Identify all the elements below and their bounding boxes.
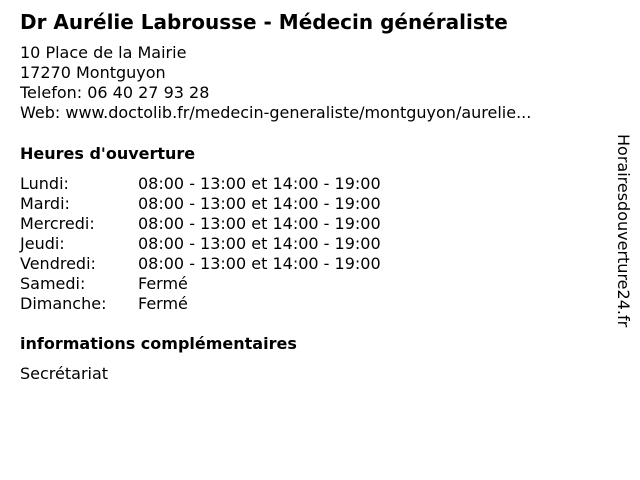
website-link[interactable]: Web: www.doctolib.fr/medecin-generaliste/montguyon/aurelie... [20,103,532,122]
day-label: Dimanche: [20,294,107,313]
opening-hours-heading: Heures d'ouverture [20,144,196,163]
day-label: Lundi: [20,174,69,193]
street-address: 10 Place de la Mairie [20,43,187,62]
day-label: Mercredi: [20,214,95,233]
page-title: Dr Aurélie Labrousse - Médecin généraliste [20,10,508,34]
day-label: Mardi: [20,194,70,213]
day-label: Vendredi: [20,254,96,273]
additional-info-heading: informations complémentaires [20,334,297,353]
additional-info-text: Secrétariat [20,364,109,383]
address-block [20,43,531,123]
phone-number: Telefon: 06 40 27 93 28 [20,83,210,102]
hours-value: 08:00 - 13:00 et 14:00 - 19:00 [138,254,381,273]
hours-value: 08:00 - 13:00 et 14:00 - 19:00 [138,214,381,233]
site-watermark: Horairesdouverture24.fr [614,134,633,328]
hours-value: 08:00 - 13:00 et 14:00 - 19:00 [138,174,381,193]
hours-value: Fermé [138,294,188,313]
hours-value: 08:00 - 13:00 et 14:00 - 19:00 [138,194,381,213]
city-postal-code: 17270 Montguyon [20,63,166,82]
hours-value: Fermé [138,274,188,293]
day-label: Samedi: [20,274,86,293]
day-label: Jeudi: [20,234,65,253]
hours-value: 08:00 - 13:00 et 14:00 - 19:00 [138,234,381,253]
